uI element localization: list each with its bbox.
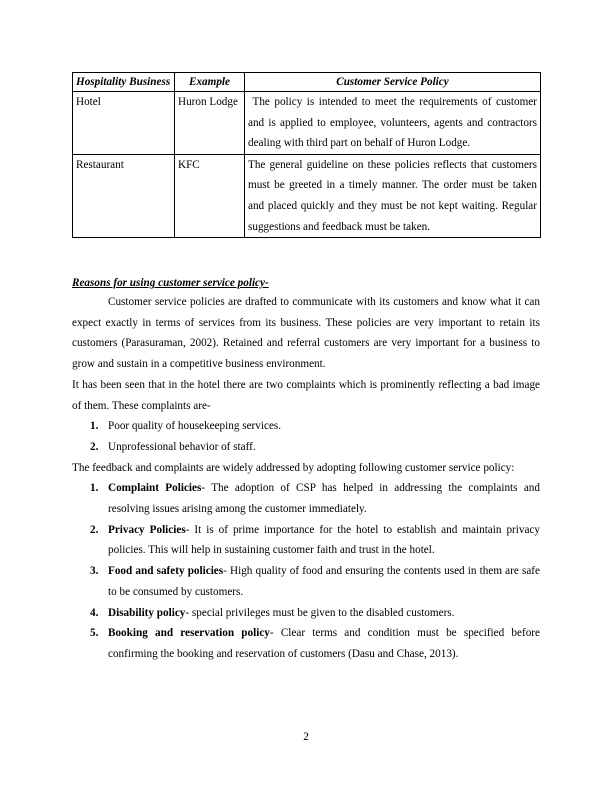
list-number: 2.: [90, 523, 99, 536]
list-number: 1.: [90, 482, 99, 495]
header-business: Hospitality Business: [73, 73, 175, 92]
paragraph: It has been seen that in the hotel there are two complaints which is prominently reflecting a bad image of them. These complaints are-: [72, 378, 540, 412]
paragraph: Customer service policies are drafted to communicate with its customers and know what it can expect exactly in terms of services from its business. These policies are very important to retain its customers (Parasuraman, 2002). Retained and referral customers are very important for a business to grow and sustain in a competitive business environment.: [72, 296, 540, 371]
header-example: Example: [175, 73, 245, 92]
list-text: Poor quality of housekeeping services.: [108, 420, 282, 433]
list-item: [72, 520, 540, 561]
list-item: [72, 416, 540, 437]
policy-title: Food and safety policies: [108, 565, 224, 578]
section-heading: Reasons for using customer service policy-: [72, 277, 269, 289]
header-policy: Customer Service Policy: [245, 73, 541, 92]
section-body: [72, 292, 540, 665]
policy-text: - Clear terms and condition must be specified before confirming the booking and reservation of customers (Dasu and Chase, 2013).: [108, 627, 540, 660]
list-item: [72, 437, 540, 458]
table-header-row: [73, 73, 541, 92]
table-row: [73, 92, 541, 155]
policy-table: [72, 72, 541, 238]
list-text: Unprofessional behavior of staff.: [108, 440, 256, 453]
policies-list: [72, 478, 540, 664]
policy-title: Booking and reservation policy: [108, 627, 270, 640]
policy-title: Privacy Policies: [108, 523, 186, 536]
list-item: [72, 623, 540, 664]
list-item: [72, 478, 540, 519]
list-number: 5.: [90, 627, 99, 640]
policy-text: - It is of prime importance for the hotel to establish and maintain privacy policies. This will help in sustaining customer faith and trust in the hotel.: [108, 523, 540, 557]
policy-title: Complaint Policies: [108, 482, 202, 495]
cell-example: Huron Lodge: [175, 92, 245, 155]
cell-policy: The policy is intended to meet the requirements of customer and is applied to employee, volunteers, agents and contractors dealing with third part on behalf of Huron Lodge.: [245, 92, 541, 155]
cell-business: Hotel: [73, 92, 175, 155]
policy-text: - The adoption of CSP has helped in addressing the complaints and resolving issues arising among the customer immediately.: [108, 482, 540, 516]
page-number: 2: [303, 731, 309, 743]
policy-text: - special privileges must be given to the disabled customers.: [185, 606, 455, 619]
cell-policy: The general guideline on these policies reflects that customers must be greeted in a timely manner. The order must be taken and placed quickly and they must be not kept waiting. Regular suggestions and feedback must be taken.: [245, 154, 541, 237]
list-number: 3.: [90, 565, 99, 578]
cell-business: Restaurant: [73, 154, 175, 237]
policy-title: Disability policy: [108, 606, 186, 619]
list-number: 1.: [90, 420, 99, 433]
table-row: [73, 154, 541, 237]
policy-text: - High quality of food and ensuring the contents used in them are safe to be consumed by customers.: [108, 565, 540, 598]
paragraph: The feedback and complaints are widely addressed by adopting following customer service policy:: [72, 461, 515, 474]
cell-example: KFC: [175, 154, 245, 237]
list-item: [72, 603, 540, 624]
complaints-list: [72, 416, 540, 457]
list-number: 4.: [90, 606, 99, 619]
list-number: 2.: [90, 440, 99, 453]
list-item: [72, 561, 540, 602]
